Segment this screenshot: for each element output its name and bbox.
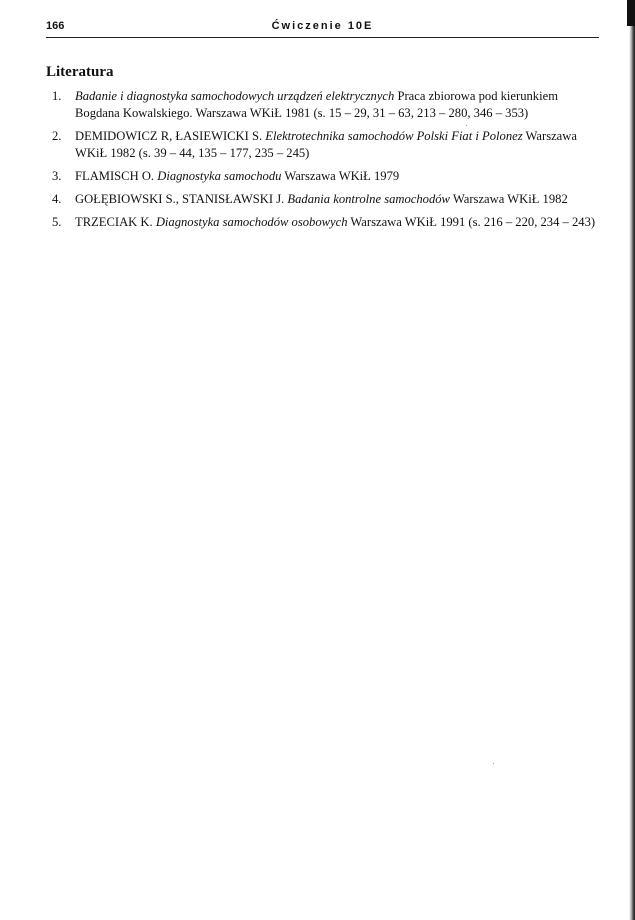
reference-number: 2. <box>52 129 62 143</box>
reference-item <box>46 168 599 185</box>
reference-title: Badania kontrolne samochodów <box>287 192 450 206</box>
reference-authors: GOŁĘBIOWSKI S., STANISŁAWSKI J. <box>75 192 288 206</box>
reference-item <box>46 88 599 122</box>
reference-authors: FLAMISCH O. <box>75 169 158 183</box>
reference-item <box>46 128 599 162</box>
reference-item <box>46 191 599 208</box>
reference-number: 5. <box>52 215 62 229</box>
reference-details: Warszawa WKiŁ 1991 (s. 216 – 220, 234 – 243) <box>347 215 596 229</box>
reference-authors: TRZECIAK K. <box>75 215 156 229</box>
reference-details: Warszawa WKiŁ 1979 <box>281 169 400 183</box>
reference-title: Diagnostyka samochodu <box>157 169 282 183</box>
page-header <box>46 20 599 36</box>
reference-number: 4. <box>52 192 62 206</box>
reference-number: 1. <box>52 89 62 103</box>
page-edge-shadow <box>629 0 635 920</box>
reference-number: 3. <box>52 169 62 183</box>
reference-title: Diagnostyka samochodów osobowych <box>155 215 348 229</box>
running-head: Ćwiczenie 10E <box>271 20 374 32</box>
section-title: Literatura <box>46 64 114 80</box>
scan-speck <box>466 125 467 126</box>
reference-authors: DEMIDOWICZ R, ŁASIEWICKI S. <box>75 129 266 143</box>
scan-speck <box>493 763 494 764</box>
reference-item <box>46 214 599 231</box>
reference-details: Warszawa WKiŁ 1982 (s. 39 – 44, 135 – 177, 235 – 245) <box>75 129 577 160</box>
reference-list <box>46 88 599 237</box>
header-rule <box>46 37 599 38</box>
reference-title: Elektrotechnika samochodów Polski Fiat i Polonez <box>265 129 523 143</box>
page-edge-corner <box>627 0 635 26</box>
reference-details: Praca zbiorowa pod kierunkiem Bogdana Kowalskiego. Warszawa WKiŁ 1981 (s. 15 – 29, 31 – 63, 213 – 280, 346 – 353) <box>75 89 558 120</box>
page-number: 166 <box>46 20 65 32</box>
reference-title: Badanie i diagnostyka samochodowych urządzeń elektrycznych <box>75 89 395 103</box>
reference-details: Warszawa WKiŁ 1982 <box>449 192 568 206</box>
